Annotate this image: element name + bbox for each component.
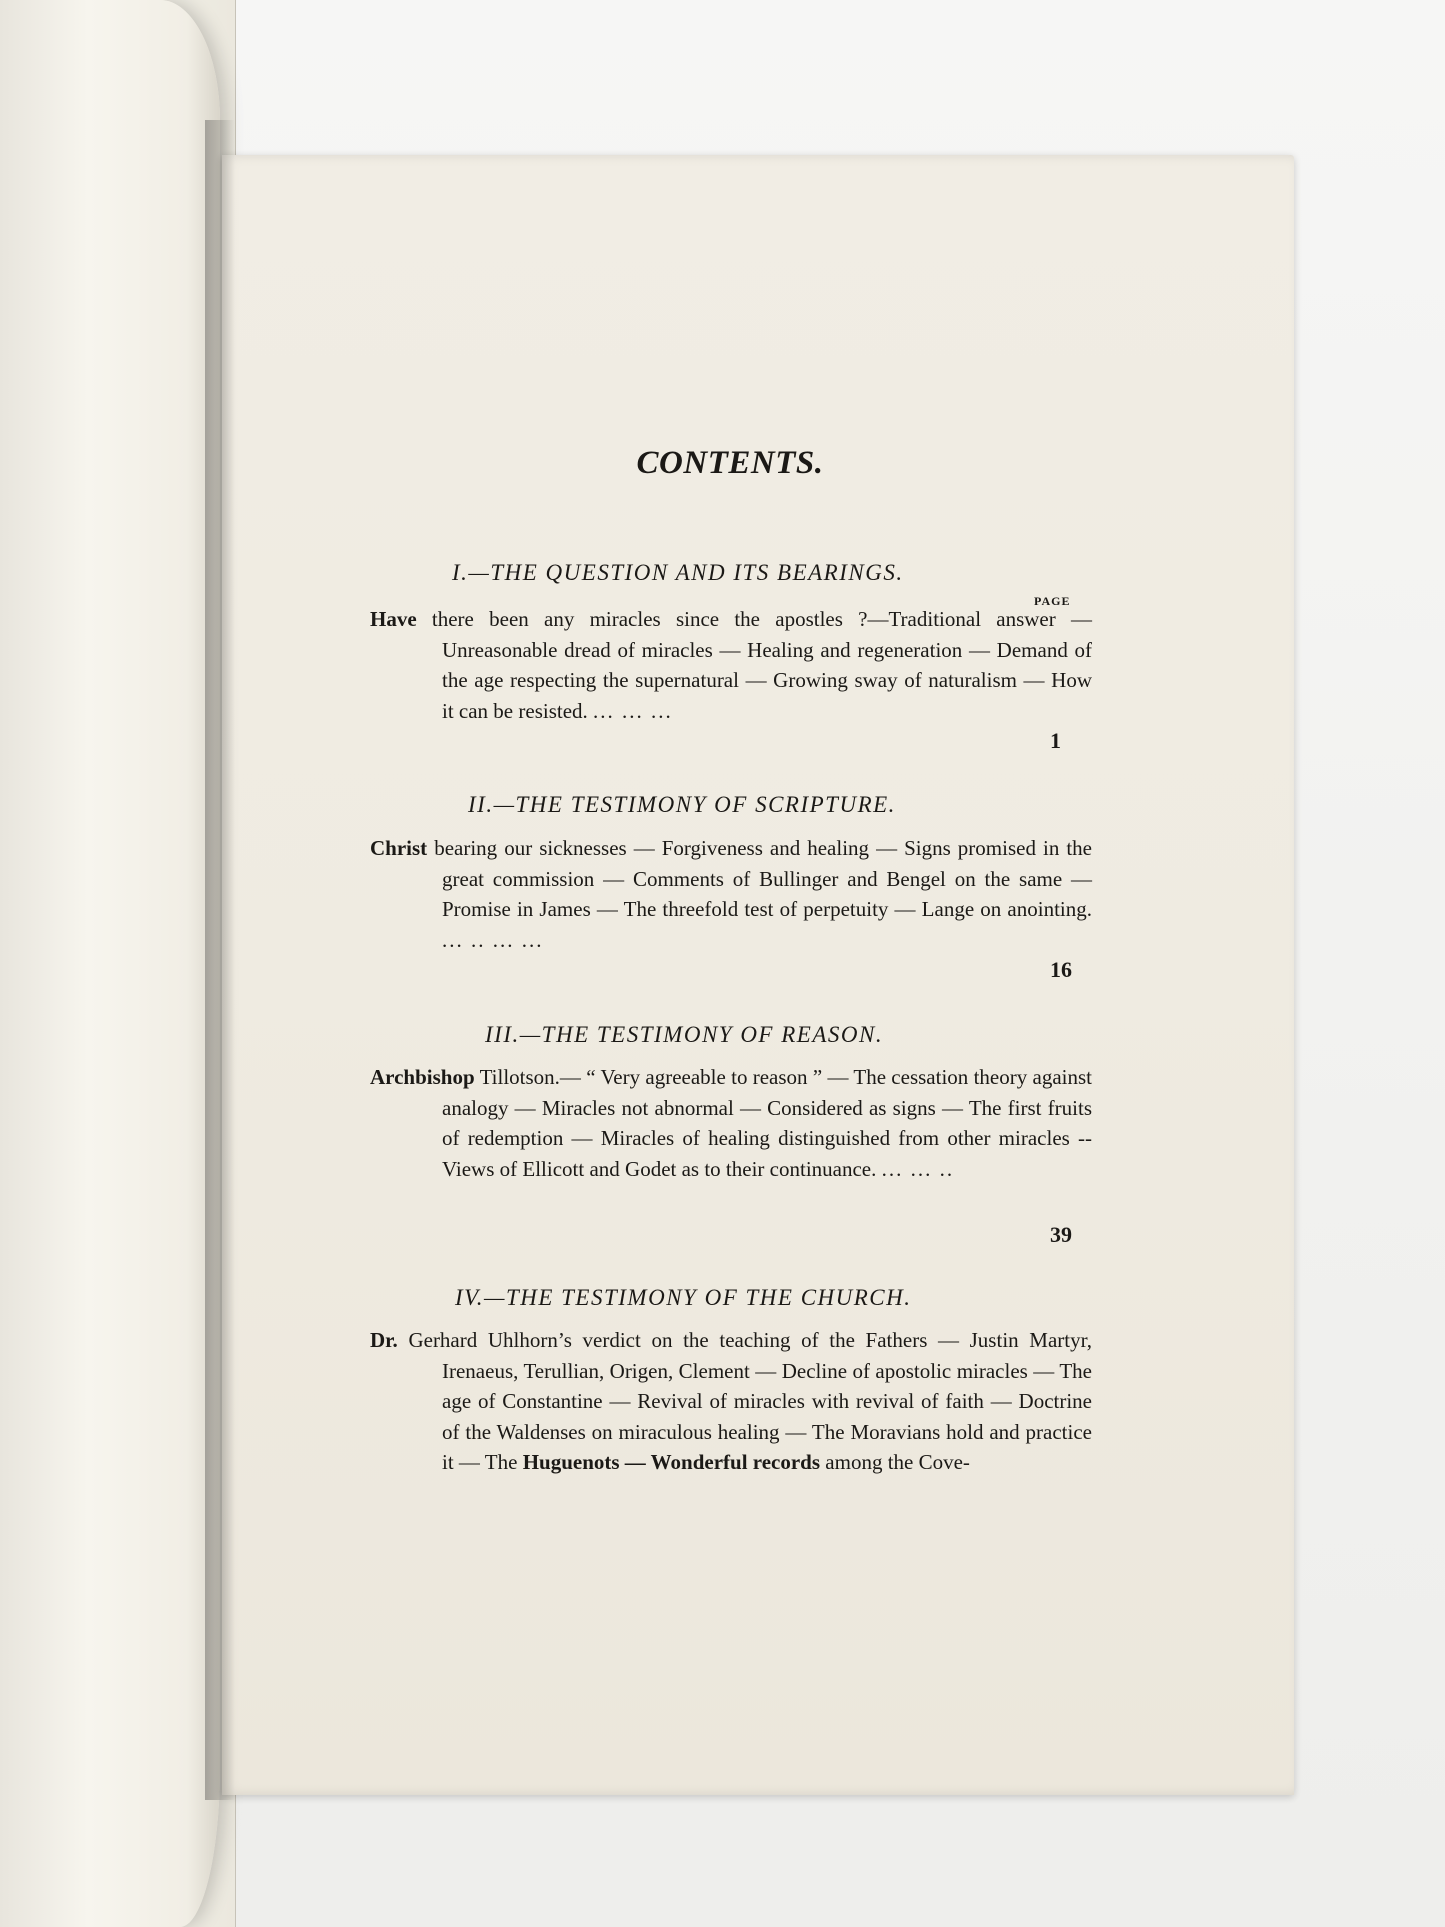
section-heading-3: III.—THE TESTIMONY OF REASON. (485, 1022, 884, 1047)
left-page-curl (0, 0, 220, 1927)
section-heading-1: I.—THE QUESTION AND ITS BEARINGS. (452, 560, 904, 585)
page-number: 16 (1050, 957, 1072, 982)
section-heading-2: II.—THE TESTIMONY OF SCRIPTURE. (468, 792, 896, 817)
page-number: 1 (1050, 728, 1061, 753)
section-heading-4: IV.—THE TESTIMONY OF THE CHURCH. (455, 1285, 912, 1310)
entry-bold-text: Huguenots — Wonderful records (522, 1450, 821, 1474)
leader-dots: ... ... ... (593, 698, 673, 723)
section-entry-3 (370, 1062, 1092, 1184)
entry-lead-word: Archbishop (370, 1065, 475, 1089)
entry-text: bearing our sicknesses — Forgiveness and healing — Signs promised in the great commission — Comments of Bullinger and Bengel on the same — Promise in James — The threefold test of perpetuity — Lange on anointing. (434, 836, 1093, 921)
entry-lead-word: Dr. (370, 1328, 398, 1352)
section-entry-2 (370, 833, 1092, 955)
spine-shadow (205, 120, 235, 1800)
page-number: 39 (1050, 1222, 1072, 1247)
entry-text: there been any miracles since the apostles ?—Traditional answer — Unreasonable dread of miracles — Healing and regeneration — Demand of the age respecting the supernatural — Growing sway of naturalism — How it can be resisted. (431, 607, 1092, 723)
section-entry-1 (370, 604, 1092, 726)
entry-lead-word: Have (370, 607, 417, 631)
entry-lead-word: Christ (370, 836, 428, 860)
page-column-label: PAGE (1034, 594, 1071, 608)
leader-dots: ... ... .. (881, 1156, 955, 1181)
entry-text: Tillotson.— “ Very agreeable to reason ” — The cessation theory against analogy — Miracles not abnormal — Considered as signs — The first fruits of redemption — Miracles of healing distinguished from other miracles -- Views of Ellicott and Godet as to their continuance. (442, 1065, 1092, 1181)
book-page (222, 155, 1294, 1795)
leader-dots: ... .. ... ... (442, 927, 544, 952)
page-title: CONTENTS. (636, 445, 824, 481)
entry-text-tail: among the Cove- (825, 1450, 970, 1474)
section-entry-4 (370, 1325, 1092, 1478)
entry-text: Gerhard Uhlhorn’s verdict on the teaching of the Fathers — Justin Martyr, Irenaeus, Terullian, Origen, Clement — Decline of apostolic miracles — The age of Constantine — Revival of miracles with revival of faith — Doctrine of the Waldenses on miraculous healing — The Moravians hold and practice it — The (408, 1328, 1093, 1474)
